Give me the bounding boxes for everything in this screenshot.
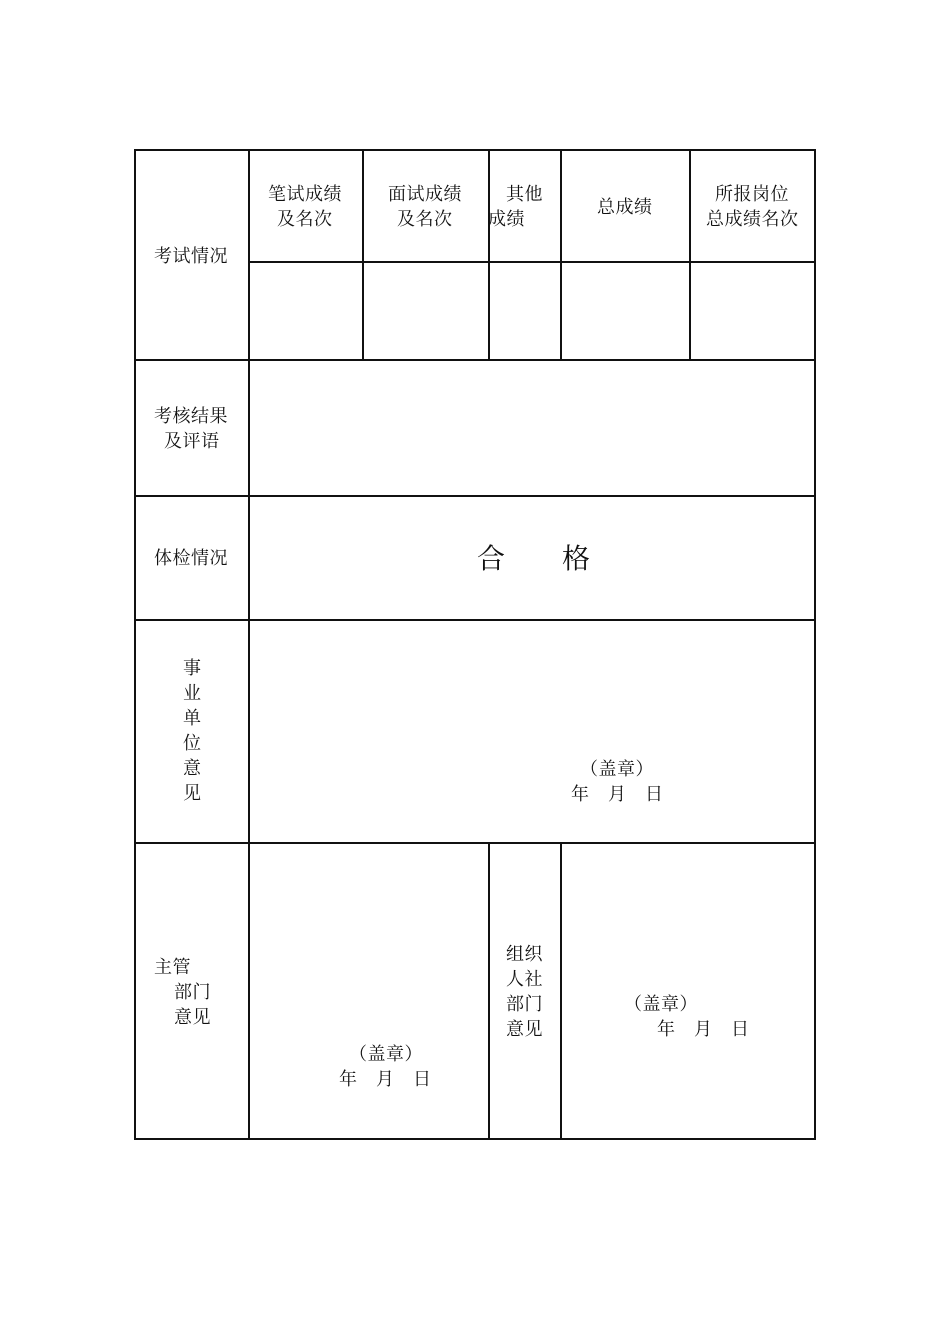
authority-opinion-date: 年 月 日 — [339, 1069, 432, 1090]
assessment-label-line1: 考核结果 — [154, 406, 228, 427]
written-score-header-line2: 及名次 — [277, 209, 333, 230]
col-divider-hr-label — [560, 842, 562, 1140]
exam-label: 考试情况 — [154, 246, 228, 267]
written-score-header-line1: 笔试成绩 — [268, 184, 342, 205]
authority-opinion-seal: （盖章） — [349, 1044, 423, 1065]
hr-opinion-label-line2: 人社 — [506, 969, 543, 990]
unit-opinion-date: 年 月 日 — [571, 784, 664, 805]
assessment-label-line2: 及评语 — [164, 431, 220, 452]
unit-opinion-label-char: 位 — [183, 733, 201, 754]
row-divider-exam-header — [248, 261, 816, 263]
hr-opinion-label-line1: 组织 — [506, 944, 543, 965]
unit-opinion-label-char: 意 — [183, 758, 201, 779]
row-divider-unit — [136, 842, 816, 844]
unit-opinion-label — [180, 656, 204, 806]
col-divider-interview — [488, 151, 490, 359]
position-rank-header-line2: 总成绩名次 — [706, 209, 799, 230]
hr-opinion-label-line3: 部门 — [506, 994, 543, 1015]
col-divider-authority — [488, 842, 490, 1140]
authority-opinion-label-line1: 主管 — [154, 957, 191, 978]
col-divider-other — [560, 151, 562, 359]
interview-score-header-line1: 面试成绩 — [388, 184, 462, 205]
row-divider-physical — [136, 619, 816, 621]
interview-score-header-line2: 及名次 — [397, 209, 453, 230]
col-divider-written — [362, 151, 364, 359]
hr-opinion-date: 年 月 日 — [657, 1019, 750, 1040]
unit-opinion-label-char: 业 — [183, 683, 201, 704]
unit-opinion-label-char: 单 — [183, 708, 201, 729]
physical-result-char2: 格 — [562, 542, 591, 575]
total-score-header: 总成绩 — [597, 197, 653, 218]
hr-opinion-label-line4: 意见 — [506, 1019, 543, 1040]
hr-opinion-seal: （盖章） — [624, 994, 698, 1015]
row-divider-exam — [136, 359, 816, 361]
unit-opinion-seal: （盖章） — [580, 759, 654, 780]
authority-opinion-label-line2: 部门 — [174, 982, 211, 1003]
recruitment-approval-form — [134, 149, 816, 1140]
unit-opinion-label-char: 见 — [183, 783, 201, 804]
physical-label: 体检情况 — [154, 548, 228, 569]
unit-opinion-label-char: 事 — [183, 658, 201, 679]
authority-opinion-label-line3: 意见 — [174, 1007, 211, 1028]
physical-result-char1: 合 — [477, 542, 506, 575]
col-divider-total — [689, 151, 691, 359]
label-column-divider — [248, 151, 250, 1140]
row-divider-assessment — [136, 495, 816, 497]
other-score-header-line2: 成绩 — [488, 209, 525, 230]
other-score-header-line1: 其他 — [506, 184, 543, 205]
position-rank-header-line1: 所报岗位 — [715, 184, 789, 205]
